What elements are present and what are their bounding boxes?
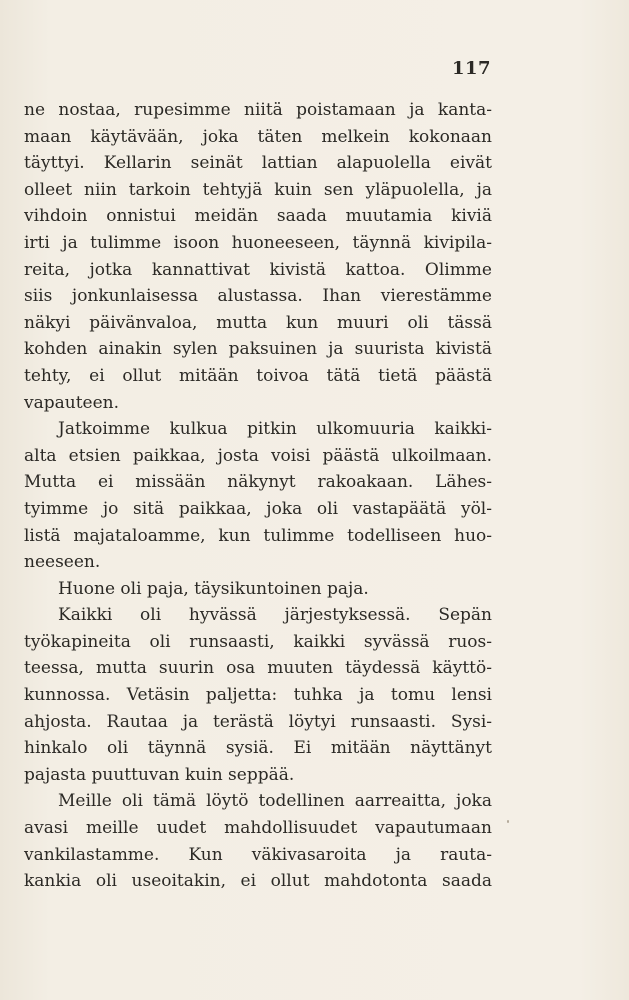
text-line: pajasta puuttuvan kuin seppää. [24, 764, 295, 785]
text-line: tyimme jo sitä paikkaa, joka oli vastapäätä yöl- [24, 498, 492, 519]
text-line: maan käytävään, joka täten melkein kokonaan [24, 126, 492, 147]
text-line: Meille oli tämä löytö todellinen aarreaitta, joka [58, 791, 492, 812]
text-line: siis jonkunlaisessa alustassa. Ihan vierestämme [24, 286, 492, 307]
page-number: 117 [452, 58, 492, 79]
text-line: vapauteen. [24, 392, 120, 413]
text-line: kunnossa. Vetäsin paljetta: tuhka ja tomu lensi [24, 685, 492, 706]
text-line: vihdoin onnistui meidän saada muutamia kiviä [24, 206, 492, 227]
text-line: Huone oli paja, täysikuntoinen paja. [58, 578, 369, 599]
paper-speck [507, 820, 509, 823]
body-text [24, 97, 492, 895]
text-line: näkyi päivänvaloa, mutta kun muuri oli tässä [24, 312, 492, 333]
text-line: työkapineita oli runsaasti, kaikki syvässä ruos- [24, 631, 492, 652]
text-line: ahjosta. Rautaa ja terästä löytyi runsaasti. Sysi- [24, 711, 492, 732]
text-line: Kaikki oli hyvässä järjestyksessä. Sepän [58, 605, 492, 626]
text-line: Mutta ei missään näkynyt rakoakaan. Lähes- [24, 472, 492, 493]
text-line: kankia oli useoitakin, ei ollut mahdotonta saada [24, 871, 492, 892]
text-line: reita, jotka kannattivat kivistä kattoa. Olimme [24, 259, 492, 280]
text-line: alta etsien paikkaa, josta voisi päästä ulkoilmaan. [24, 445, 492, 466]
text-line: tehty, ei ollut mitään toivoa tätä tietä päästä [24, 365, 492, 386]
text-line: irti ja tulimme isoon huoneeseen, täynnä kivipila- [24, 232, 492, 253]
text-line: teessa, mutta suurin osa muuten täydessä käyttö- [24, 658, 492, 679]
text-line: vankilastamme. Kun väkivasaroita ja rauta- [24, 844, 492, 865]
text-line: avasi meille uudet mahdollisuudet vapautumaan [24, 818, 492, 839]
text-line: ne nostaa, rupesimme niitä poistamaan ja kanta- [24, 100, 492, 120]
text-line: täyttyi. Kellarin seinät lattian alapuolella eivät [24, 153, 492, 174]
text-line: hinkalo oli täynnä sysiä. Ei mitään näyttänyt [24, 738, 492, 759]
text-line: neeseen. [24, 552, 101, 573]
text-line: kohden ainakin sylen paksuinen ja suurista kivistä [24, 339, 492, 360]
text-line: Jatkoimme kulkua pitkin ulkomuuria kaikki- [58, 419, 492, 440]
text-line: olleet niin tarkoin tehtyjä kuin sen yläpuolella, ja [24, 179, 492, 200]
text-line: listä majataloamme, kun tulimme todelliseen huo- [24, 525, 492, 546]
